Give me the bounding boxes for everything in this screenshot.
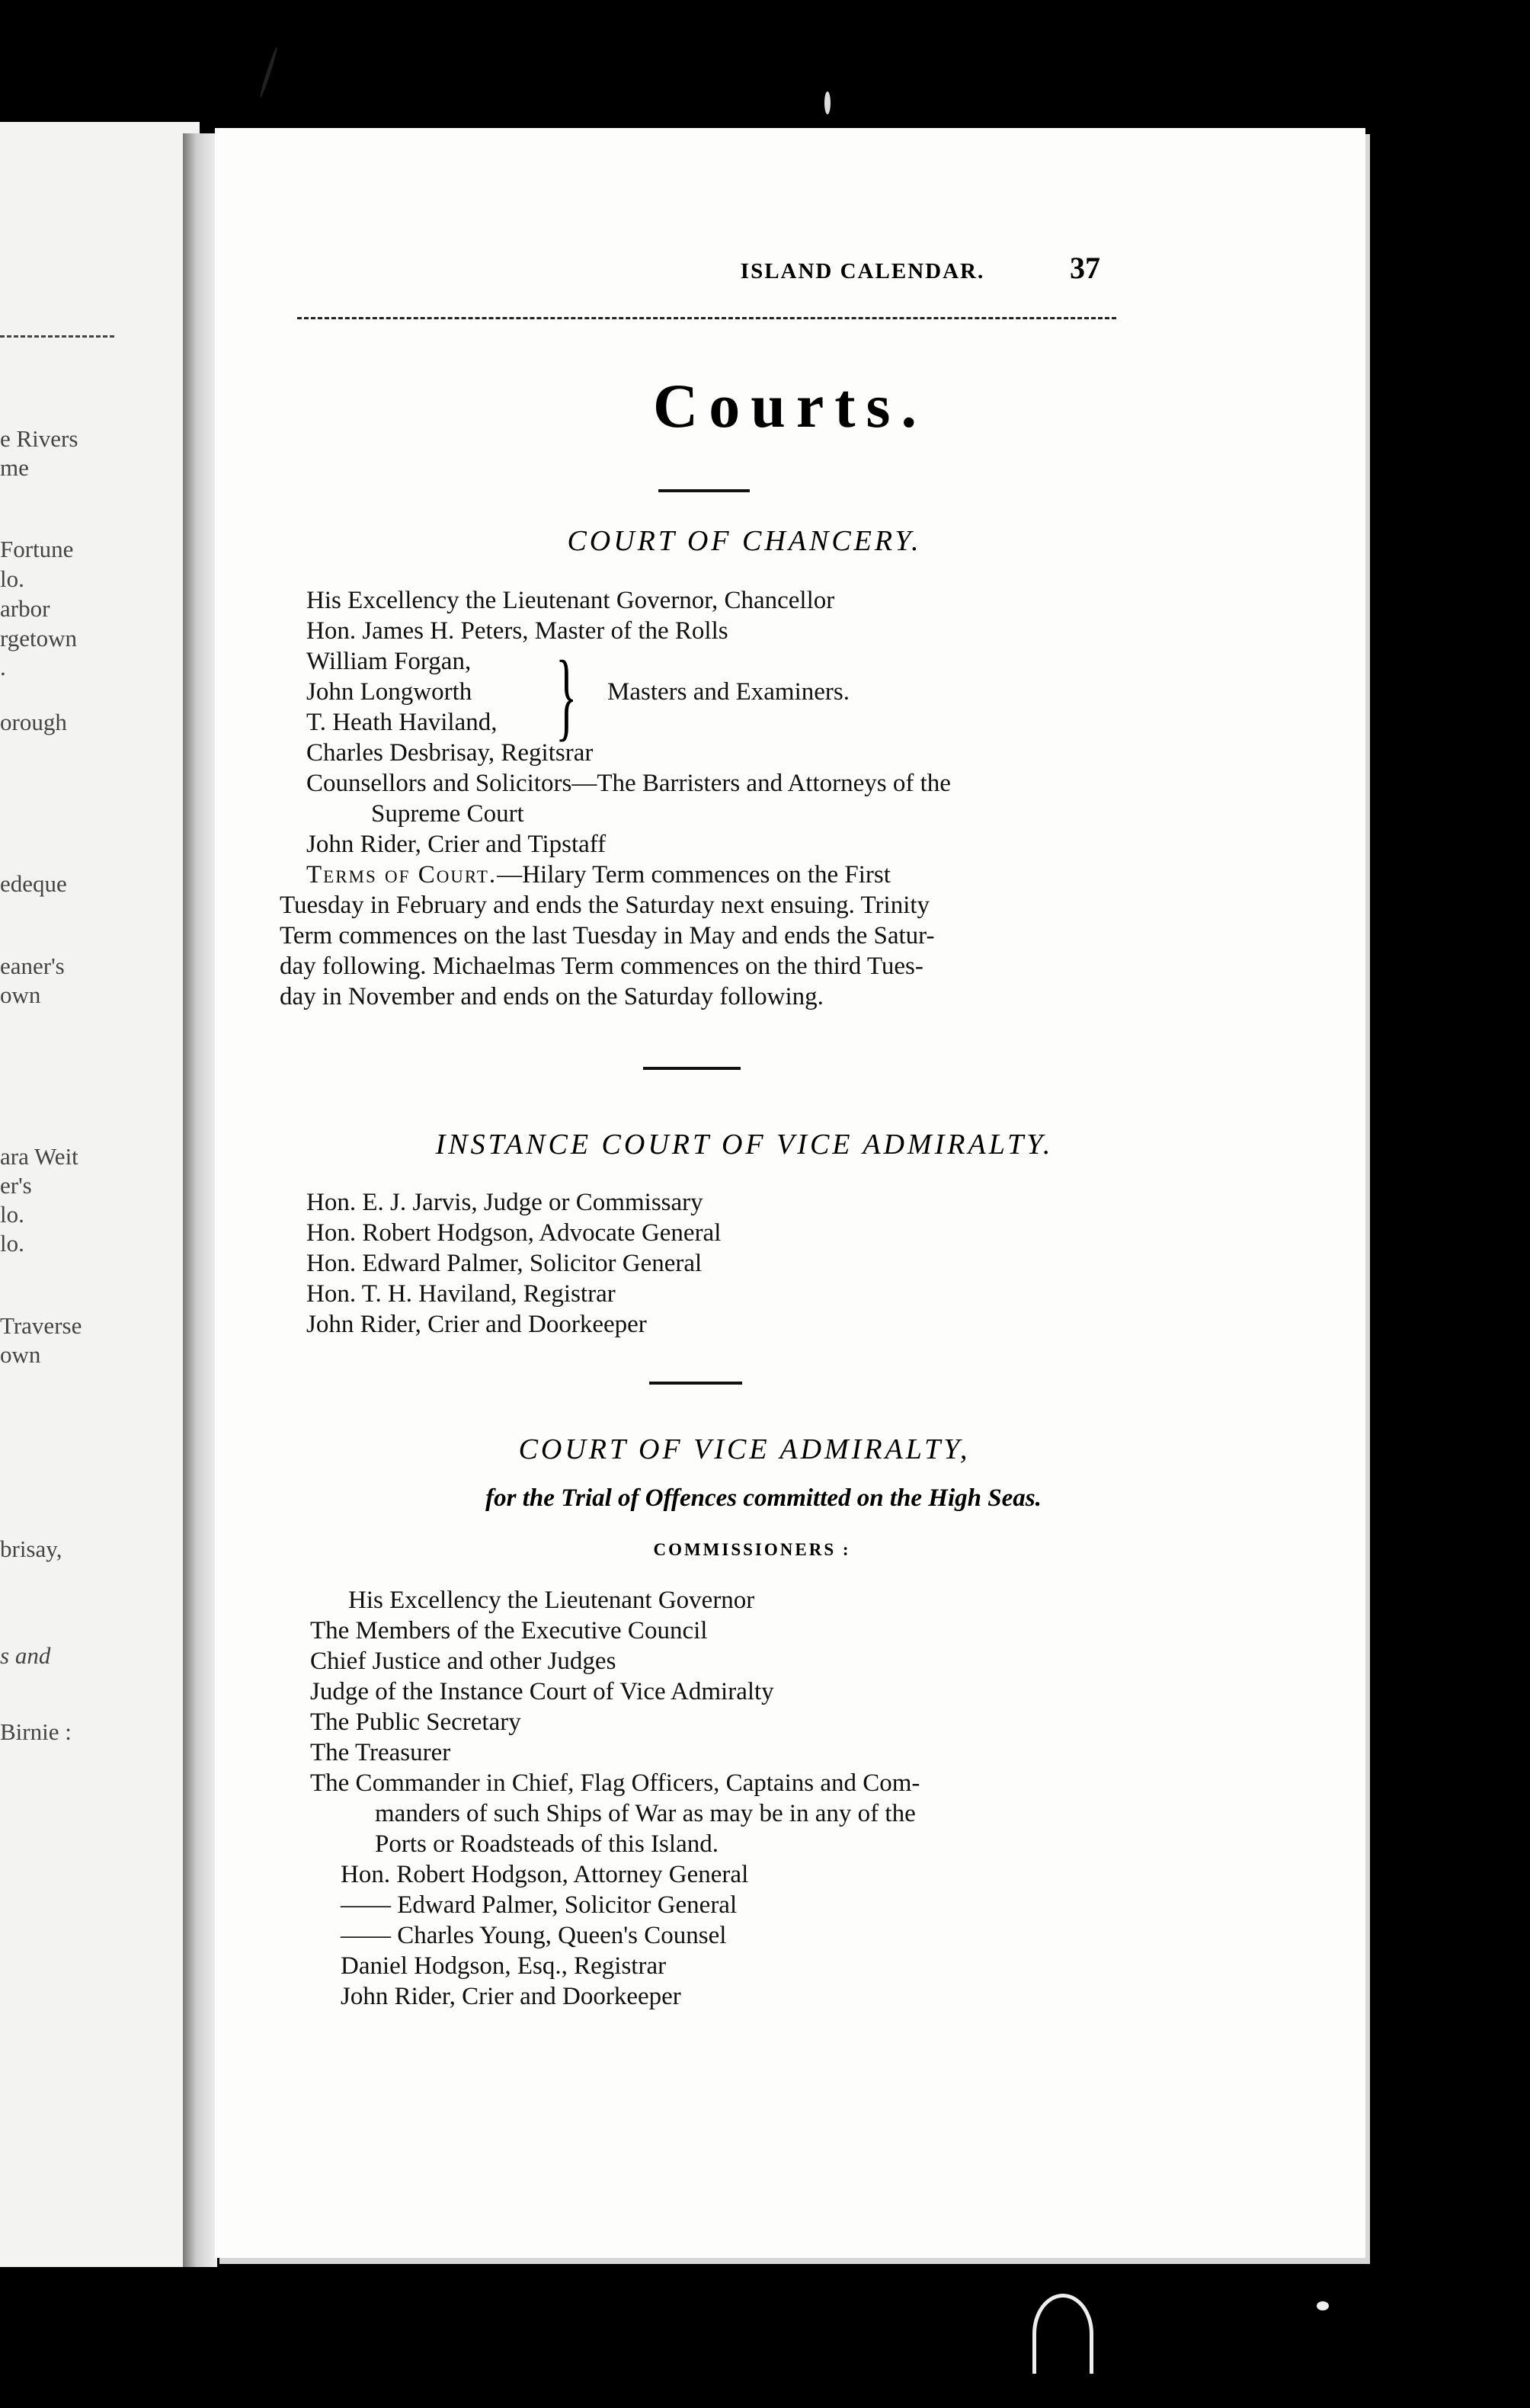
instance-heading: INSTANCE COURT OF VICE ADMIRALTY. xyxy=(435,1129,1054,1161)
section-rule xyxy=(643,1067,741,1070)
vice-subheading: for the Trial of Offences committed on the High Seas. xyxy=(485,1484,1042,1512)
running-title: ISLAND CALENDAR. xyxy=(740,259,985,283)
brace-glyph: } xyxy=(555,641,578,751)
terms-line: Term commences on the last Tuesday in May and ends the Satur- xyxy=(280,922,935,949)
left-fragment: own xyxy=(0,1341,41,1368)
left-fragment: eaner's xyxy=(0,953,65,979)
chancery-line: John Longworth xyxy=(306,678,472,706)
chancery-line: Counsellors and Solicitors—The Barristers and Attorneys of the xyxy=(306,770,951,797)
scan-mark xyxy=(1317,2301,1329,2310)
left-fragment: er's xyxy=(0,1172,32,1199)
left-fragment: . xyxy=(0,654,6,680)
instance-line: Hon. T. H. Haviland, Registrar xyxy=(306,1280,616,1308)
terms-line: day in November and ends on the Saturday following. xyxy=(280,983,824,1010)
chancery-line: Hon. James H. Peters, Master of the Rolls xyxy=(306,617,728,645)
commissioner-line: —— Charles Young, Queen's Counsel xyxy=(341,1922,727,1949)
book-spine xyxy=(183,133,217,2267)
left-fragment: Traverse xyxy=(0,1312,82,1339)
left-fragment: edeque xyxy=(0,870,67,897)
commissioner-line: Ports or Roadsteads of this Island. xyxy=(375,1830,719,1858)
left-fragment: Fortune xyxy=(0,536,74,562)
left-page-rule xyxy=(0,335,114,338)
left-fragment: e Rivers xyxy=(0,425,78,452)
header-rule xyxy=(297,317,1116,319)
title-rule xyxy=(658,489,750,492)
left-fragment: arbor xyxy=(0,595,50,622)
left-fragment: ara Weit xyxy=(0,1143,78,1170)
chancery-line: William Forgan, xyxy=(306,648,472,675)
left-fragment: own xyxy=(0,981,41,1008)
left-fragment: lo. xyxy=(0,565,24,592)
left-fragment: s and xyxy=(0,1642,51,1669)
commissioner-line: Chief Justice and other Judges xyxy=(310,1647,616,1675)
commissioner-line: Judge of the Instance Court of Vice Admiralty xyxy=(310,1678,774,1705)
left-fragment: me xyxy=(0,454,29,481)
chancery-line: John Rider, Crier and Tipstaff xyxy=(306,831,607,858)
instance-line: Hon. Robert Hodgson, Advocate General xyxy=(306,1219,722,1247)
chancery-heading: COURT OF CHANCERY. xyxy=(567,525,922,557)
commissioner-line: His Excellency the Lieutenant Governor xyxy=(348,1587,755,1614)
vice-heading: COURT OF VICE ADMIRALTY, xyxy=(518,1433,971,1465)
chancery-line: Supreme Court xyxy=(371,800,524,828)
instance-line: Hon. Edward Palmer, Solicitor General xyxy=(306,1250,703,1277)
section-rule xyxy=(649,1382,742,1385)
commissioner-line: The Members of the Executive Council xyxy=(310,1617,708,1644)
commissioner-line: The Public Secretary xyxy=(310,1708,521,1736)
terms-label: Terms of Court. xyxy=(306,861,498,889)
terms-line: day following. Michaelmas Term commences on the third Tues- xyxy=(280,953,923,980)
masters-label: Masters and Examiners. xyxy=(607,678,850,706)
book-page xyxy=(215,128,1365,2258)
chancery-line: Charles Desbrisay, Regitsrar xyxy=(306,739,594,767)
chancery-line: T. Heath Haviland, xyxy=(306,709,498,736)
scan-mark xyxy=(824,91,831,114)
commissioner-line: manders of such Ships of War as may be in any of the xyxy=(375,1800,916,1827)
scan-mark xyxy=(258,46,278,98)
page-number: 37 xyxy=(1070,251,1100,285)
terms-line xyxy=(306,860,891,890)
commissioner-line: John Rider, Crier and Doorkeeper xyxy=(341,1983,681,2010)
left-fragment: brisay, xyxy=(0,1535,62,1562)
commissioner-line: The Treasurer xyxy=(310,1739,451,1766)
terms-text: —Hilary Term commences on the First xyxy=(497,861,891,889)
left-facing-page xyxy=(0,122,200,2267)
commissioner-line: Hon. Robert Hodgson, Attorney General xyxy=(341,1861,749,1888)
commissioner-line: —— Edward Palmer, Solicitor General xyxy=(341,1891,738,1919)
terms-line: Tuesday in February and ends the Saturday next ensuing. Trinity xyxy=(280,892,930,919)
instance-line: Hon. E. J. Jarvis, Judge or Commissary xyxy=(306,1189,703,1216)
left-fragment: lo. xyxy=(0,1201,24,1228)
left-fragment: rgetown xyxy=(0,625,78,652)
chancery-line: His Excellency the Lieutenant Governor, Chancellor xyxy=(306,587,835,614)
left-fragment: orough xyxy=(0,709,67,735)
left-fragment: Birnie : xyxy=(0,1718,72,1745)
commissioner-line: The Commander in Chief, Flag Officers, Captains and Com- xyxy=(310,1769,920,1797)
left-fragment: lo. xyxy=(0,1230,24,1257)
commissioners-label: COMMISSIONERS : xyxy=(653,1540,851,1559)
commissioner-line: Daniel Hodgson, Esq., Registrar xyxy=(341,1952,667,1980)
instance-line: John Rider, Crier and Doorkeeper xyxy=(306,1311,647,1338)
scan-mark xyxy=(1032,2294,1093,2374)
page-title: Courts. xyxy=(653,371,927,440)
